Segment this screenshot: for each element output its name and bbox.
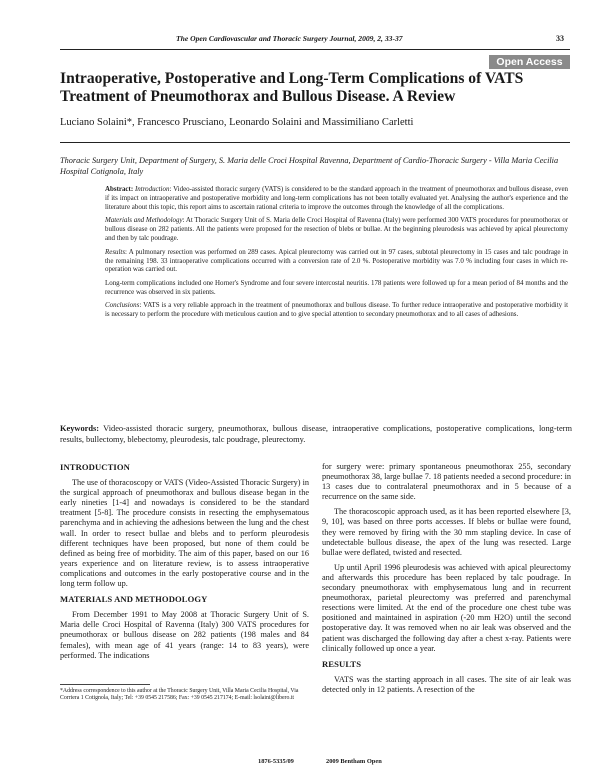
abstract-conclusions-label: Conclusions	[105, 301, 140, 310]
abstract-methods-text: : At Thoracic Surgery Unit of S. Maria delle Croci Hospital of Ravenna (Italy) were performed 300 VATS procedures for pneumothorax or bullous disease on 282 patients. All the patients were proposed for the resection of blebs or bullae. At the beginning pleurodesis was achieved by apical pleurectomy and then by talc poudrage.	[105, 216, 568, 243]
abstract-results-continued: Long-term complications included one Horner's Syndrome and four severe intercostal neuritis. 178 patients were followed up for a mean period of 84 months and the recurrence was observed in six patients.	[105, 278, 568, 296]
introduction-paragraph: The use of thoracoscopy or VATS (Video-Assisted Thoracic Surgery) in the surgical approach of pneumothorax and bullous disease began in the early nineties [1-4] and nowadays is considered to be the standard treatment [5-8]. The procedure consists in resecting the emphysematous parenchyma and in achieving the adhesions between the lung and the chest wall. In order to resect bullae and blebs and to perform pleurodesis different techniques have been proposed, but none of them could be defined as being free of morbidity. The aim of this paper, based on our 16 years experience and on literature review, is to assess intraoperative complications and outcomes in the early postoperative course and in the long term follow up.	[60, 478, 309, 589]
indications-paragraph: for surgery were: primary spontaneous pneumothorax 255, secondary pneumothorax 38, large bullae 7. 18 patients needed a second procedure: in 13 cases due to contralateral pneumothorax and in 5 because of a recurrence on the same side.	[322, 462, 571, 502]
abstract-results	[105, 248, 568, 275]
results-paragraph: VATS was the starting approach in all cases. The site of air leak was detected only in 12 patients. A resection of the	[322, 674, 571, 694]
correspondence-footnote: *Address correspondence to this author at the Thoracic Surgery Unit, Villa Maria Cecilia Hospital, Via Corriera 1 Cotignola, Italy; Tel: +39 0545 217586; Fax: +39 0545 217174; E-mail: lsolaini@libero.it	[60, 688, 299, 702]
footer-issn: 1876-5335/09	[258, 758, 294, 765]
methods-heading: MATERIALS AND METHODOLOGY	[60, 594, 208, 605]
abstract-conclusions-text: : VATS is a very reliable approach in the treatment of pneumothorax and bullous disease. To further reduce intraoperative and postoperative morbidity it is necessary to perform the procedure with meticulous caution and to give special attention to secondary pneumothorax and to all cases of adhesions.	[105, 301, 568, 319]
header-rule	[60, 49, 570, 50]
abstract-heading: Abstract:	[105, 185, 134, 193]
abstract-intro-text: : Video-assisted thoracic surgery (VATS) is considered to be the standard approach in the treatment of pneumothorax and bullous disease, even if its impact on intraoperative and postoperative morbidity and long-term complications has not been totally evaluated yet. Analysing the author's experience and the literature about this topic, this report aims to ascertain rational criteria to improve the outcomes through the knowledge of all the complications.	[105, 185, 569, 211]
title-rule	[60, 142, 570, 143]
abstract-methods	[105, 216, 568, 243]
abstract-intro-label: Introduction	[135, 185, 170, 193]
author-list: Luciano Solaini*, Francesco Prusciano, Leonardo Solaini and Massimiliano Carletti	[60, 117, 414, 128]
footer-publisher: 2009 Bentham Open	[326, 758, 382, 765]
abstract-conclusions	[105, 301, 568, 319]
abstract-methods-label: Materials and Methodology	[105, 216, 183, 225]
abstract-results-text: : A pulmonary resection was performed on 289 cases. Apical pleurectomy was carried out in 97 cases, subtotal pleurectomy in 15 cases and talc poudrage in the remaining 198. 33 intraoperative complications occurred with a conversion rate of 2.0 %. Postoperative morbidity was 7.0 % including four cases in which re-operation was carried out.	[105, 247, 568, 274]
keywords-text: Video-assisted thoracic surgery, pneumothorax, bullous disease, intraoperative complications, postoperative complications, long-term results, bullectomy, blebectomy, pleurodesis, talc poudrage, pleurectomy.	[60, 424, 572, 444]
affiliation: Thoracic Surgery Unit, Department of Surgery, S. Maria delle Croci Hospital Ravenna, Department of Cardio-Thoracic Surgery - Villa Maria Cecilia Hospital Cotignola, Italy	[60, 156, 559, 176]
methods-paragraph: From December 1991 to May 2008 at Thoracic Surgery Unit of S. Maria delle Croci Hospital of Ravenna (Italy) 300 VATS procedures for pneumothorax or bullous disease on 282 patients (198 males and 84 females), with mean age of 41 years (range: 14 to 83 years), were performed. The indications	[60, 610, 309, 660]
article-title: Intraoperative, Postoperative and Long-Term Complications of VATS Treatment of Pneumothorax and Bullous Disease. A Review	[60, 70, 524, 105]
pleurodesis-paragraph: Up until April 1996 pleurodesis was achieved with apical pleurectomy and afterwards this procedure has been replaced by talc poudrage. In secondary pneumothorax with emphysematous lung and in recurrent pneumothorax, parietal pleurectomy was preferred and parenchymal resections were limited. At the end of the procedure one chest tube was positioned and maintained in aspiration (-20 mm H2O) until the second postoperative day. It was removed when no air leak was observed and the patient was discharged the following day after a chest x-ray. Patients were clinically followed up once a year.	[322, 562, 571, 653]
page-number: 33	[556, 34, 564, 43]
right-column	[322, 462, 571, 700]
abstract-results-label: Results	[105, 247, 126, 256]
footnote-rule	[60, 684, 150, 685]
approach-paragraph: The thoracoscopic approach used, as it has been reported elsewhere [3, 9, 10], was based on three ports accesses. If blebs or bullae were found, they were removed by firing with the 30 mm stapling device. In case of undetectable bullous disease, the apex of the lung was resected. Large bullae were deflated, twisted and resected.	[322, 507, 571, 557]
open-access-badge: Open Access	[489, 55, 570, 69]
abstract-block	[105, 185, 568, 324]
results-heading: RESULTS	[322, 658, 362, 669]
introduction-heading: INTRODUCTION	[60, 462, 130, 472]
abstract-introduction	[105, 185, 568, 212]
keywords-label: Keywords:	[60, 424, 100, 433]
left-column	[60, 462, 309, 666]
journal-citation: The Open Cardiovascular and Thoracic Surgery Journal, 2009, 2, 33-37	[176, 34, 403, 43]
keywords	[60, 424, 572, 445]
